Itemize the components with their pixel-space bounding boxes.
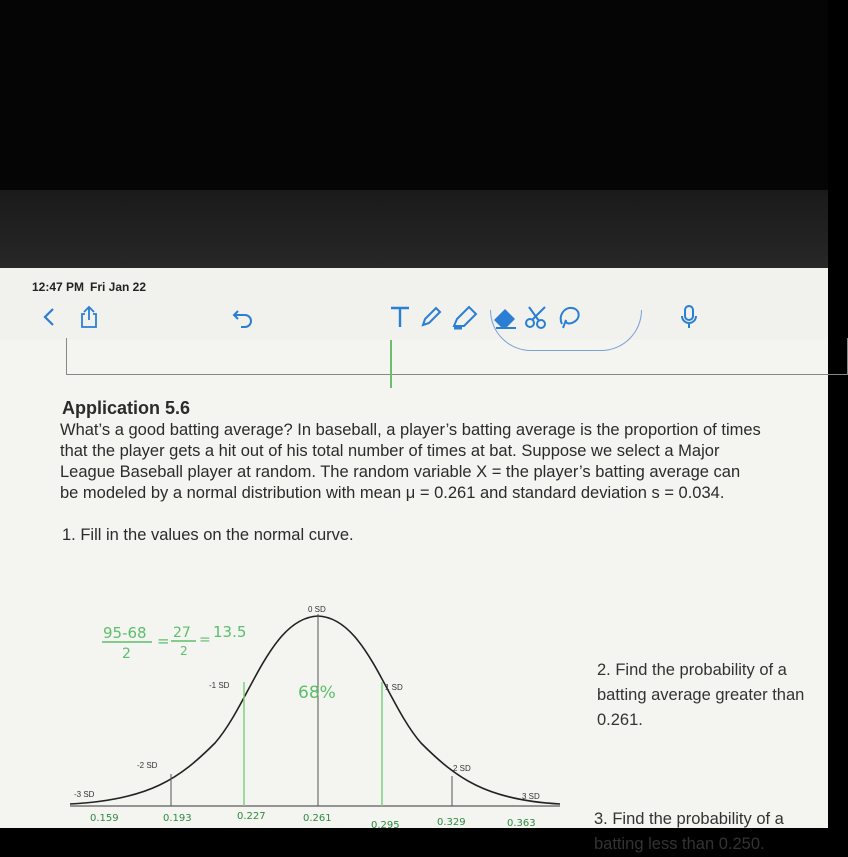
ipad-screen — [0, 268, 828, 853]
problem-text — [60, 420, 820, 504]
sd-label: 3 SD — [522, 792, 540, 801]
sd-label: -3 SD — [74, 790, 95, 799]
problem-line: that the player gets a hit out of his total number of times at bat. Suppose we select a Major — [60, 442, 720, 460]
camera-background — [0, 0, 828, 190]
calc-equals: = — [199, 632, 211, 648]
problem-line: be modeled by a normal distribution with mean μ = 0.261 and standard deviation s = 0.034. — [60, 484, 725, 502]
question-3: 3. Find the probability of a batting less than 0.250. — [594, 810, 784, 853]
bell-curve — [70, 616, 560, 804]
x-value: 0.329 — [437, 817, 466, 828]
undo-icon[interactable] — [230, 302, 256, 332]
share-icon[interactable] — [76, 302, 102, 332]
device-bezel — [0, 190, 828, 280]
handwritten-percent: 68% — [298, 683, 336, 703]
calc-result: 13.5 — [213, 623, 247, 641]
status-bar — [0, 268, 828, 302]
x-value: 0.227 — [237, 811, 266, 822]
calc-numerator-1: 95-68 — [103, 624, 147, 642]
sd-label: 1 SD — [385, 683, 403, 692]
x-value: 0.159 — [90, 813, 119, 824]
question-2: 2. Find the probability of a batting average greater than 0.261. — [597, 661, 805, 729]
calc-denominator-2: 2 — [180, 644, 188, 658]
microphone-icon[interactable] — [676, 302, 702, 332]
normal-curve-diagram — [0, 578, 590, 831]
calc-numerator-2: 27 — [173, 625, 191, 641]
chevron-left-icon[interactable] — [38, 302, 60, 332]
highlighter-icon[interactable] — [450, 302, 480, 332]
notes-toolbar — [0, 302, 828, 342]
x-value: 0.295 — [371, 820, 400, 831]
sd-label: -1 SD — [209, 681, 230, 690]
problem-line: What’s a good batting average? In baseball, a player’s batting average is the proportion of times — [60, 421, 761, 439]
text-tool-icon[interactable] — [388, 302, 412, 332]
calc-equals: = — [157, 632, 170, 650]
previous-page-box — [66, 338, 848, 375]
status-date: Fri Jan 22 — [90, 280, 147, 294]
x-value: 0.261 — [303, 813, 332, 824]
sd-label: 2 SD — [453, 764, 471, 773]
handwritten-line — [390, 340, 392, 388]
pen-icon[interactable] — [418, 302, 444, 332]
x-value: 0.193 — [163, 813, 192, 824]
sd-label: 0 SD — [308, 605, 326, 614]
status-time: 12:47 PM — [32, 280, 85, 294]
handwritten-arc — [490, 310, 642, 351]
problem-line: League Baseball player at random. The random variable X = the player’s batting average can — [60, 463, 741, 481]
sd-label: -2 SD — [137, 761, 158, 770]
x-value: 0.363 — [507, 818, 536, 829]
application-title: Application 5.6 — [62, 398, 191, 418]
calc-denominator-1: 2 — [122, 646, 131, 662]
question-1: 1. Fill in the values on the normal curve. — [62, 526, 354, 544]
